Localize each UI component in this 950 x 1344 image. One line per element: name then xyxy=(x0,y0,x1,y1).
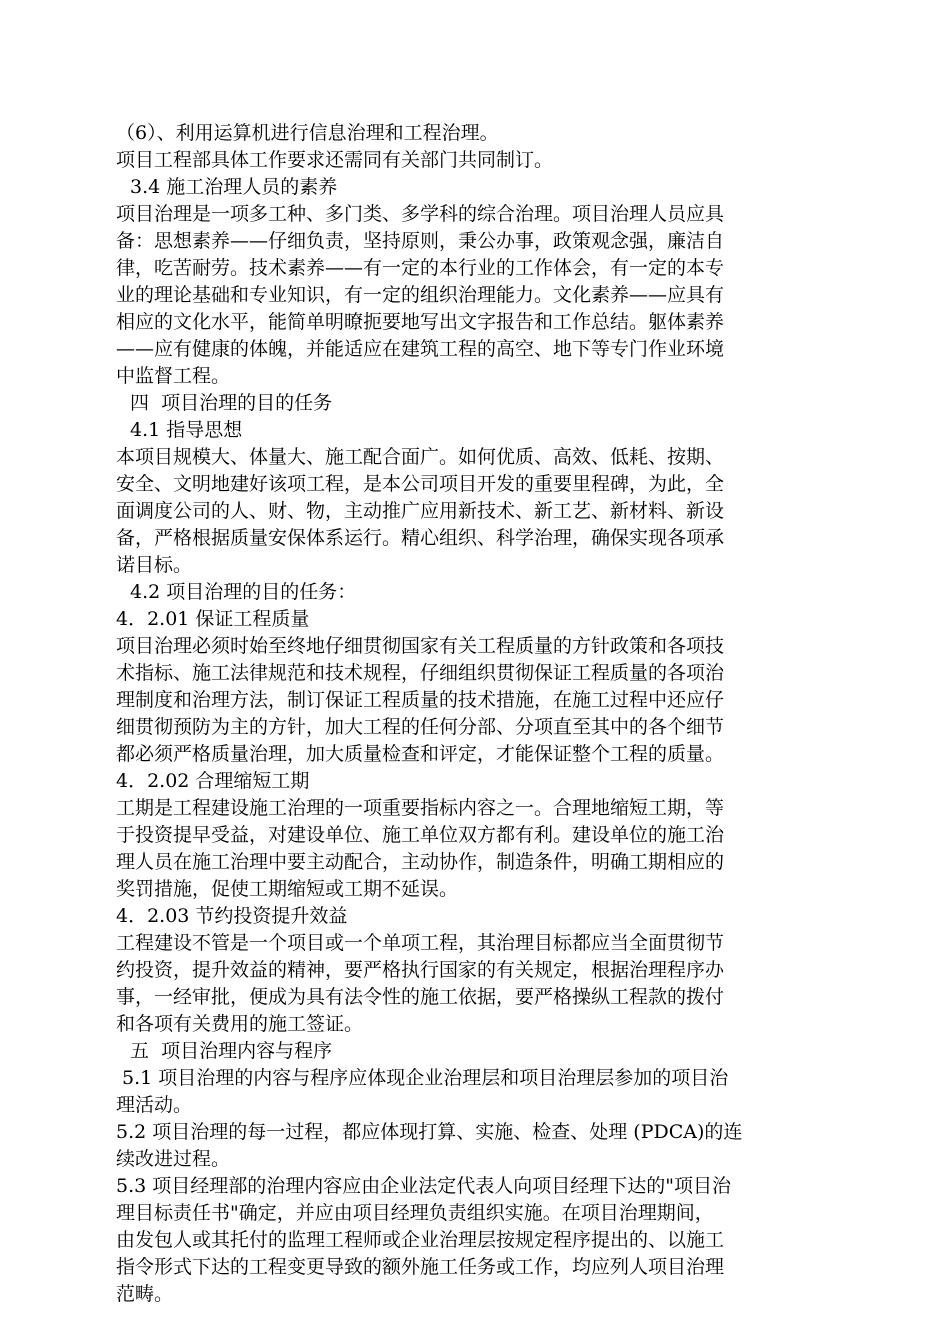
section-heading: 3.4 施工治理人员的素养 xyxy=(130,176,338,198)
subsection-heading: 4．2.02 合理缩短工期 xyxy=(116,770,310,792)
text-line: 中监督工程。 xyxy=(116,365,231,387)
text-line: 细贯彻预防为主的方针，加大工程的任何分部、分项直至其中的各个细节 xyxy=(116,716,725,738)
text-line: 5.3 项目经理部的治理内容应由企业法定代表人向项目经理下达的"项目治 xyxy=(116,1175,731,1197)
text-line: 术指标、施工法律规范和技术规程，仔细组织贯彻保证工程质量的各项治 xyxy=(116,662,725,684)
text-line: 项目工程部具体工作要求还需同有关部门共同制订。 xyxy=(116,149,554,171)
text-line: 理活动。 xyxy=(116,1094,193,1116)
text-line: 5.1 项目治理的内容与程序应体现企业治理层和项目治理层参加的项目治 xyxy=(122,1067,729,1089)
text-line: 备：思想素养——仔细负责，坚持原则，秉公办事，政策观念强，廉洁自 xyxy=(116,230,725,252)
chapter-heading: 四 项目治理的目的任务 xyxy=(130,392,333,414)
text-line: 续改进过程。 xyxy=(116,1148,231,1170)
subsection-heading: 4．2.03 节约投资提升效益 xyxy=(116,905,348,927)
text-line: 安全、文明地建好该项工程，是本公司项目开发的重要里程碑，为此，全 xyxy=(116,473,725,495)
text-line: 诺目标。 xyxy=(116,554,193,576)
chapter-heading: 五 项目治理内容与程序 xyxy=(130,1040,333,1062)
text-line: 奖罚措施，促使工期缩短或工期不延误。 xyxy=(116,878,459,900)
text-line: 都必须严格质量治理，加大质量检查和评定，才能保证整个工程的质量。 xyxy=(116,743,725,765)
text-line: 理目标责任书"确定，并应由项目经理负责组织实施。在项目治理期间， xyxy=(116,1202,714,1224)
text-line: 5.2 项目治理的每一过程，都应体现打算、实施、检查、处理 (PDCA)的连 xyxy=(116,1121,743,1143)
text-line: 理人员在施工治理中要主动配合，主动协作，制造条件，明确工期相应的 xyxy=(116,851,725,873)
section-heading: 4.2 项目治理的目的任务： xyxy=(130,581,357,603)
text-line: 本项目规模大、体量大、施工配合面广。如何优质、高效、低耗、按期、 xyxy=(116,446,725,468)
text-line: 面调度公司的人、财、物，主动推广应用新技术、新工艺、新材料、新设 xyxy=(116,500,725,522)
text-line: 备，严格根据质量安保体系运行。精心组织、科学治理，确保实现各项承 xyxy=(116,527,725,549)
text-line: 业的理论基础和专业知识，有一定的组织治理能力。文化素养——应具有 xyxy=(116,284,725,306)
text-line: 工程建设不管是一个项目或一个单项工程，其治理目标都应当全面贯彻节 xyxy=(116,932,725,954)
text-line: 和各项有关费用的施工签证。 xyxy=(116,1013,364,1035)
text-line: 约投资，提升效益的精神，要严格执行国家的有关规定，根据治理程序办 xyxy=(116,959,725,981)
text-line: 指令形式下达的工程变更导致的额外施工任务或工作，均应列人项目治理 xyxy=(116,1256,725,1278)
text-line: 项目治理是一项多工种、多门类、多学科的综合治理。项目治理人员应具 xyxy=(116,203,725,225)
text-line: 工期是工程建设施工治理的一项重要指标内容之一。合理地缩短工期，等 xyxy=(116,797,725,819)
text-line: 理制度和治理方法，制订保证工程质量的技术措施，在施工过程中还应仔 xyxy=(116,689,725,711)
section-heading: 4.1 指导思想 xyxy=(130,419,243,441)
text-line: 律，吃苦耐劳。技术素养——有一定的本行业的工作体会，有一定的本专 xyxy=(116,257,725,279)
text-line: 项目治理必须时始至终地仔细贯彻国家有关工程质量的方针政策和各项技 xyxy=(116,635,725,657)
text-line: 事，一经审批，便成为具有法令性的施工依据，要严格操纵工程款的拨付 xyxy=(116,986,725,1008)
subsection-heading: 4．2.01 保证工程质量 xyxy=(116,608,310,630)
text-line: ——应有健康的体魄，并能适应在建筑工程的高空、地下等专门作业环境 xyxy=(116,338,725,360)
text-line: 范畴。 xyxy=(116,1283,174,1305)
text-line: 由发包人或其托付的监理工程师或企业治理层按规定程序提出的、以施工 xyxy=(116,1229,725,1251)
text-line: 于投资提早受益，对建设单位、施工单位双方都有利。建设单位的施工治 xyxy=(116,824,725,846)
text-line: 相应的文化水平，能简单明暸扼要地写出文字报告和工作总结。躯体素养 xyxy=(116,311,725,333)
document-body xyxy=(116,120,836,1308)
text-line: （6）、利用运算机进行信息治理和工程治理。 xyxy=(116,122,499,144)
